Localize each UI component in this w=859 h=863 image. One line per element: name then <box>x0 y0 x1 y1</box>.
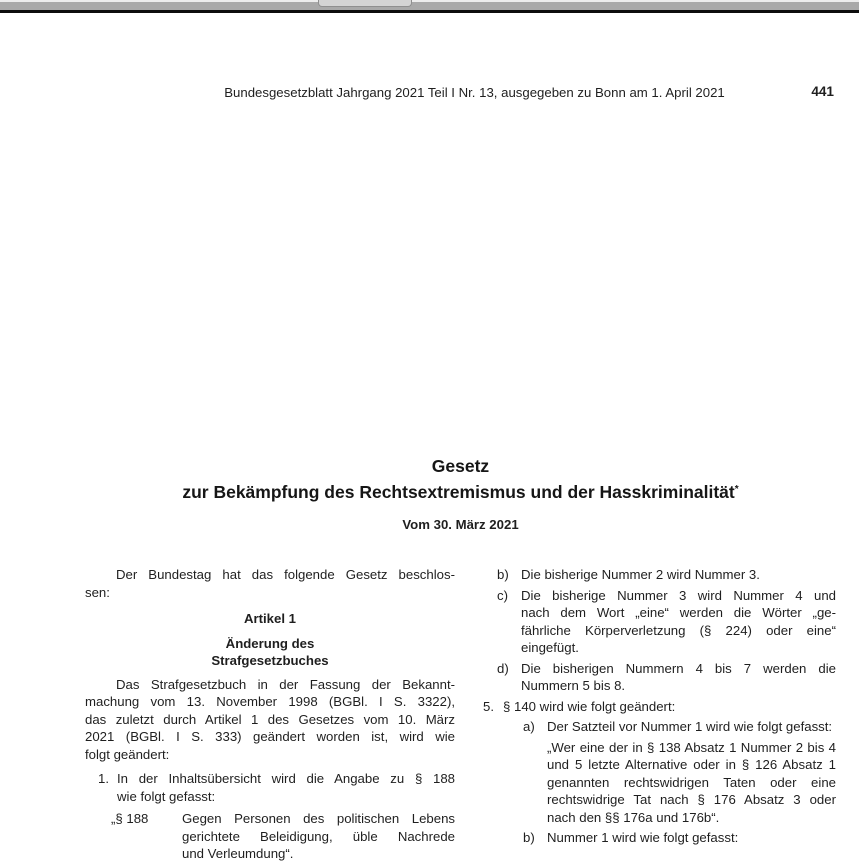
list-item-b <box>483 829 836 847</box>
list-item-1-text <box>85 770 455 805</box>
text-line: Nummern 5 bis 8. <box>521 678 626 693</box>
body-paragraph <box>85 676 455 764</box>
text-line: fährliche Körperverletzung (§ 224) oder eine“ <box>521 622 836 638</box>
right-column <box>483 566 836 847</box>
text-line: genannten rechtswidrigen Taten oder eine <box>547 774 836 790</box>
text-line: folgt geändert: <box>85 746 170 762</box>
law-title-block <box>85 455 836 532</box>
section-188-entry <box>85 810 455 863</box>
text-line: Der Bundestag hat das folgende Gesetz beschlos- <box>116 567 455 582</box>
article-heading: Artikel 1 <box>243 611 297 626</box>
page-number: 441 <box>811 84 834 99</box>
text-line: nach dem Wort „eine“ werden die Wörter „ge- <box>521 605 836 620</box>
section-188-label: „§ 188 <box>111 811 149 826</box>
footnote-marker: * <box>734 484 739 495</box>
law-title-line1: Gesetz <box>431 456 490 476</box>
list-item-5 <box>483 698 836 716</box>
toolbar-gray-bar <box>0 2 859 10</box>
list-item-c <box>483 587 836 657</box>
intro-paragraph <box>85 566 455 601</box>
text-line: § 140 wird wie folgt geändert: <box>503 698 676 714</box>
quote-paragraph <box>483 739 836 827</box>
text-line: Der Satzteil vor Nummer 1 wird wie folgt gefasst: <box>547 719 833 734</box>
text-line: „Wer eine der in § 138 Absatz 1 Nummer 2 bis 4 <box>547 739 836 755</box>
text-line: sen: <box>85 584 110 600</box>
list-item-d <box>483 660 836 695</box>
toolbar-button-partial[interactable] <box>318 0 412 7</box>
text-line: das zuletzt durch Artikel 1 des Gesetzes vom 10. März <box>85 711 455 727</box>
list-item-label: b) <box>523 830 535 845</box>
list-item-label: c) <box>497 587 508 603</box>
text-line: gerichtete Beleidigung, üble Nachrede <box>182 828 455 844</box>
text-line: und Verleumdung“. <box>182 846 294 861</box>
text-line: Gegen Personen des politischen Lebens <box>182 811 455 826</box>
text-line: nach den §§ 176a und 176b“. <box>547 809 720 825</box>
list-item-text <box>483 739 836 827</box>
toolbar-strip <box>0 0 859 13</box>
text-line: Das Strafgesetzbuch in der Fassung der Bekannt- <box>116 676 455 692</box>
text-line: machung vom 13. November 1998 (BGBl. I S. 3322), <box>85 694 455 709</box>
text-line: und 5 letzte Alternative oder in § 126 Absatz 1 <box>547 757 836 772</box>
text-line: In der Inhaltsübersicht wird die Angabe zu § 188 <box>117 771 455 786</box>
list-item-label: b) <box>497 567 509 582</box>
list-item-label: 5. <box>483 698 494 714</box>
text-line: Die bisherige Nummer 2 wird Nummer 3. <box>521 567 760 582</box>
list-item-text <box>483 829 836 847</box>
list-item-text <box>483 718 836 736</box>
left-column <box>85 566 455 863</box>
text-line: 2021 (BGBl. I S. 333) geändert worden ist, wird wie <box>85 729 455 744</box>
text-line: wie folgt gefasst: <box>117 788 216 804</box>
law-title-line2 <box>85 478 836 504</box>
law-title-text: zur Bekämpfung des Rechtsextremismus und der Hasskriminalität <box>182 482 735 502</box>
list-item-label: d) <box>497 660 509 676</box>
list-item-a <box>483 718 836 736</box>
list-item-label: a) <box>523 719 535 734</box>
text-line: eingefügt. <box>521 640 579 655</box>
list-item-text <box>483 566 836 584</box>
list-item-text <box>483 587 836 657</box>
list-item-text <box>483 660 836 695</box>
page-top-border <box>0 10 859 13</box>
text-line: rechtswidrige Tat nach § 176 Absatz 3 oder <box>547 792 836 807</box>
list-item-1-number: 1. <box>98 771 109 786</box>
running-head: Bundesgesetzblatt Jahrgang 2021 Teil I Nr. 13, ausgegeben zu Bonn am 1. April 2021 <box>224 85 725 100</box>
text-line: Die bisherigen Nummern 4 bis 7 werden die <box>521 660 836 676</box>
list-item-b <box>483 566 836 584</box>
article-subheading-line2: Strafgesetzbuches <box>211 653 329 668</box>
text-line: Nummer 1 wird wie folgt gefasst: <box>547 830 739 845</box>
list-item-1 <box>85 770 455 805</box>
list-item-text <box>483 698 836 716</box>
text-line: Die bisherige Nummer 3 wird Nummer 4 und <box>521 587 836 603</box>
article-subheading-line1: Änderung des <box>225 635 315 651</box>
date-line: Vom 30. März 2021 <box>402 517 519 532</box>
